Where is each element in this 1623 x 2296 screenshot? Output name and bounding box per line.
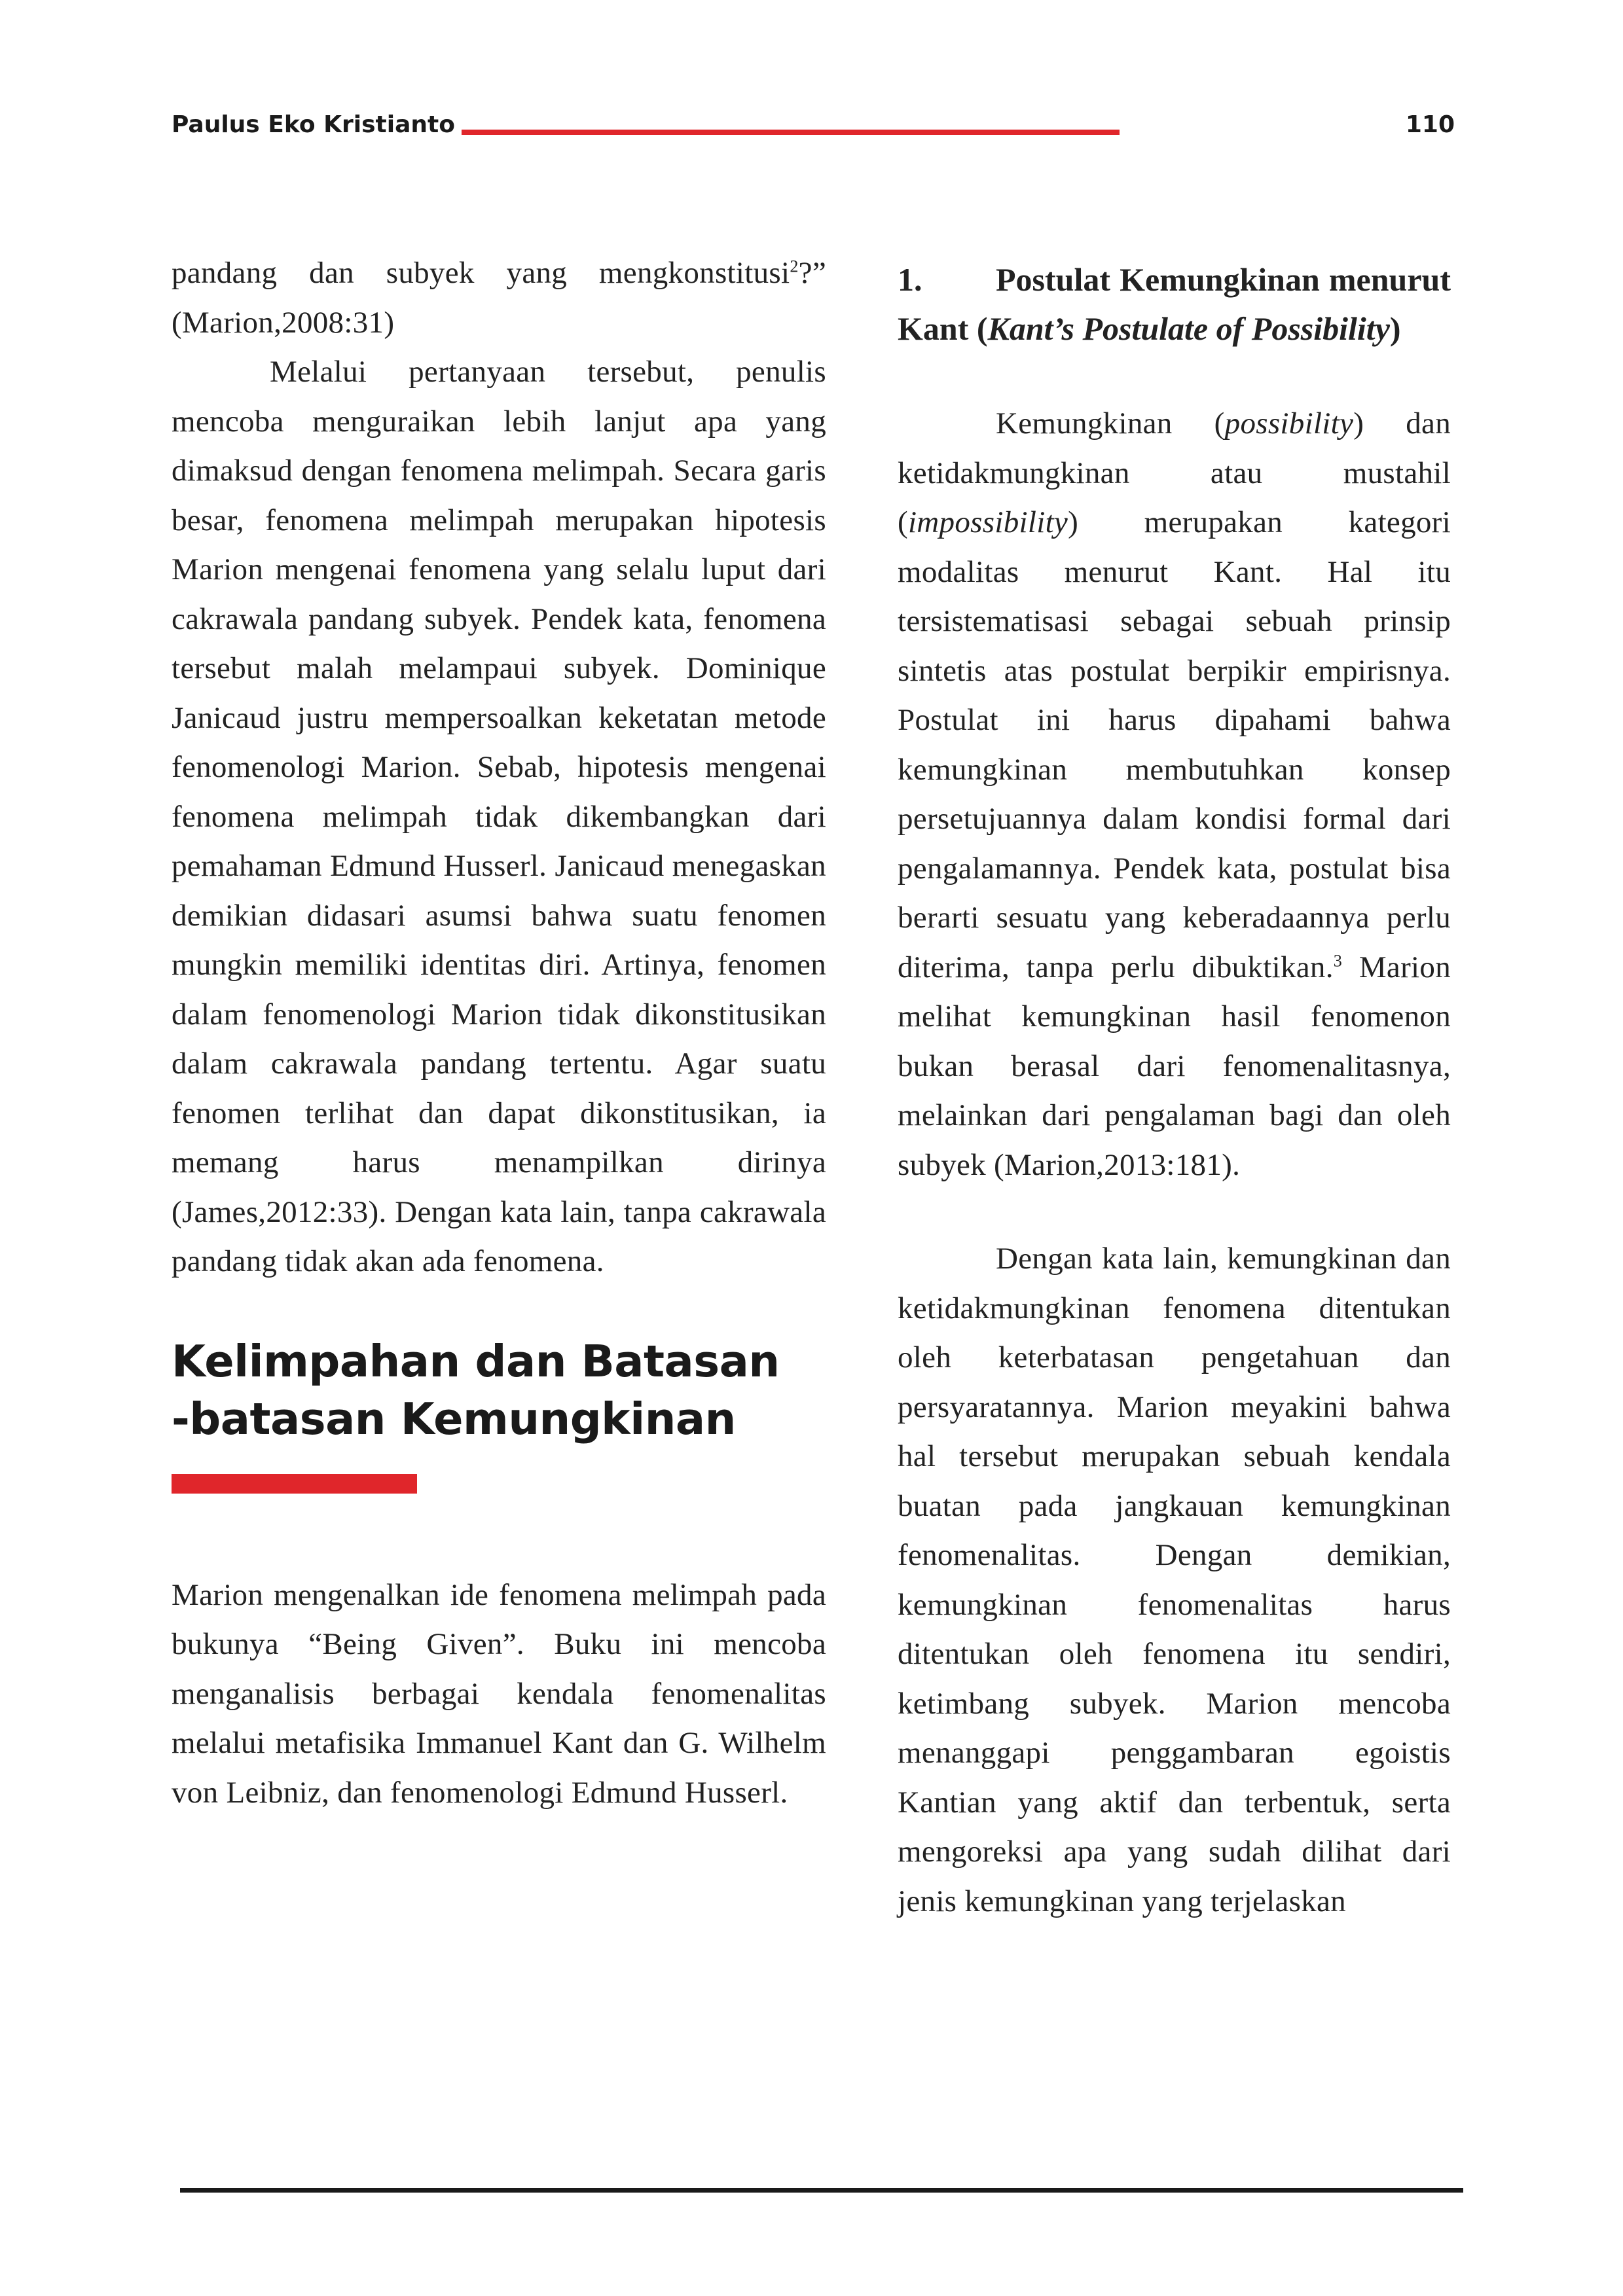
left-column — [172, 249, 826, 1818]
header-author: Paulus Eko Kristianto — [172, 111, 455, 138]
header-red-rule — [462, 130, 1120, 135]
left-paragraph-3: Marion mengenalkan ide fenomena melimpah pada bukunya “Being Given”. Buku ini mencoba menganalisis berbagai kendala fenomenalitas melalui metafisika Immanuel Kant dan G. Wilhelm von Leibniz, dan fenomenologi Edmund Husserl. — [172, 1577, 826, 1810]
footnote-ref-3: 3 — [1333, 950, 1343, 970]
right-column — [898, 255, 1451, 1926]
right-paragraph-2: Dengan kata lain, kemungkinan dan ketidakmungkinan fenomena ditentukan oleh keterbatasan pengetahuan dan persyaratannya. Marion meyakini bahwa hal tersebut merupakan sebuah kendala buatan pada jangkauan kemungkinan fenomenalitas. Dengan demikian, kemungkinan fenomenalitas harus ditentukan oleh fenomena itu sendiri, ketimbang subyek. Marion mencoba menanggapi penggambaran egoistis Kantian yang aktif dan terbentuk, serta mengoreksi apa yang sudah dilihat dari jenis kemungkinan yang terjelaskan — [898, 1242, 1451, 1918]
left-paragraph-2: Melalui pertanyaan tersebut, penulis mencoba menguraikan lebih lanjut apa yang dimaksud dengan fenomena melimpah. Secara garis besar, fenomena melimpah merupakan hipotesis Marion mengenai fenomena yang selalu luput dari cakrawala pandang subyek. Pendek kata, fenomena tersebut malah melampaui subyek. Dominique Janicaud justru mempersoalkan keketatan metode fenomenologi Marion. Sebab, hipotesis mengenai fenomena melimpah tidak dikembangkan dari pemahaman Edmund Husserl. Janicaud menegaskan demikian didasari asumsi bahwa suatu fenomen mungkin memiliki identitas diri. Artinya, fenomen dalam fenomenologi Marion tidak dikonstitusikan dalam cakrawala pandang tertentu. Agar suatu fenomen terlihat dan dapat dikonstitusikan, ia memang harus menampilkan dirinya (James,2012:33). Dengan kata lain, tanpa cakrawala pandang tidak akan ada fenomena. — [172, 355, 826, 1278]
subsection-heading: 1. Postulat Kemungkinan menurut Kant (Kant’s Postulate of Possibility) — [898, 261, 1451, 347]
section-title-underline — [172, 1474, 417, 1494]
page-number: 110 — [1405, 111, 1455, 138]
section-title: Kelimpahan dan Batasan -batasan Kemungkinan — [172, 1335, 780, 1444]
right-paragraph-1: Kemungkinan (possibility) dan ketidakmungkinan atau mustahil (impossibility) merupakan kategori modalitas menurut Kant. Hal itu tersistematisasi sebagai sebuah prinsip sintetis atas postulat berpikir empirisnya. Postulat ini harus dipahami bahwa kemungkinan membutuhkan konsep persetujuannya dalam kondisi formal dari pengalamannya. Pendek kata, postulat bisa berarti sesuatu yang keberadaannya perlu diterima, tanpa perlu dibuktikan.$^3$ Marion melihat kemungkinan hasil fenomenon bukan berasal dari fenomenalitasnya, melainkan dari pengalaman bagi dan oleh subyek (Marion,2013:181). — [898, 406, 1451, 1182]
left-paragraph-1: pandang dan subyek yang mengkonstitusi$^2$?” (Marion,2008:31) — [172, 256, 826, 340]
footnote-ref-2: 2 — [790, 257, 799, 276]
footer-rule — [180, 2188, 1463, 2193]
